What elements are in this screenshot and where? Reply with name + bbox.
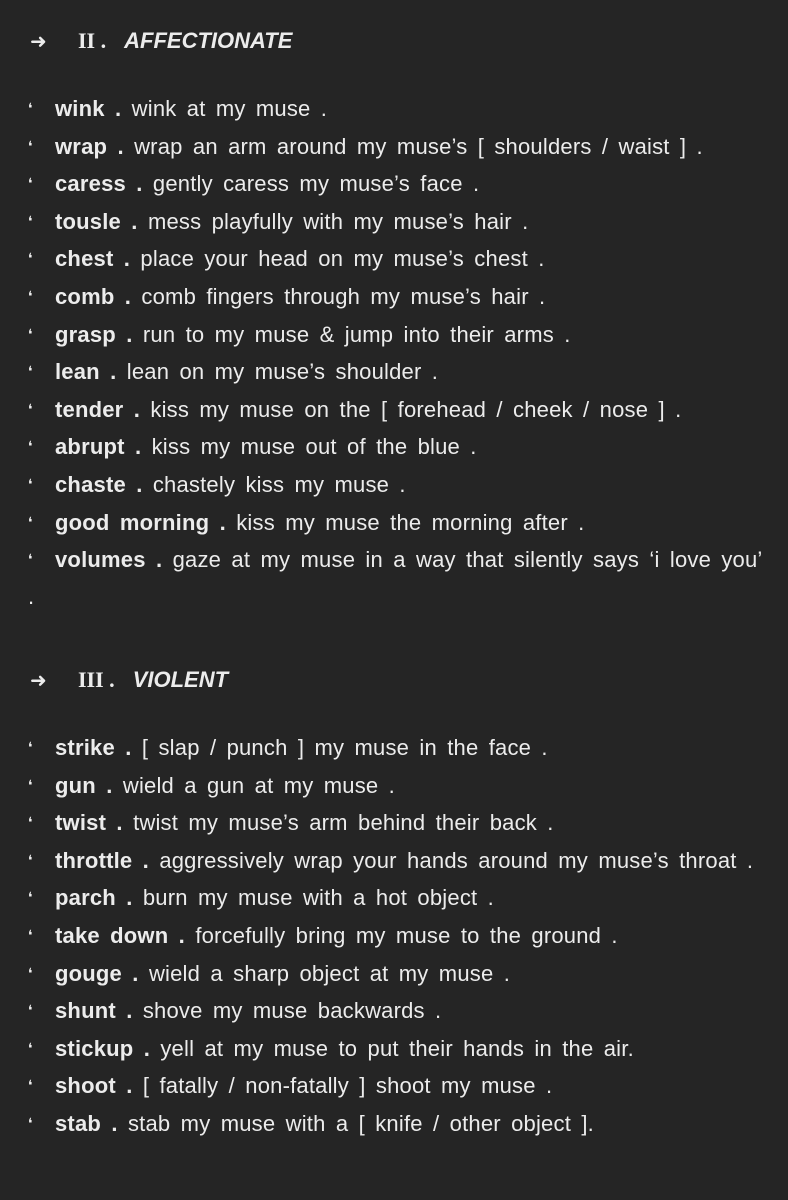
- bullet-icon: ❛: [28, 889, 33, 906]
- bullet-icon: ❛: [28, 175, 33, 192]
- item-keyword: grasp .: [55, 321, 133, 347]
- section-title: AFFECTIONATE: [124, 28, 293, 53]
- item-keyword: stickup .: [55, 1035, 151, 1061]
- section-heading-affectionate: [30, 23, 292, 59]
- item-description: mess playfully with my muse’s hair .: [147, 208, 529, 234]
- item-description: comb fingers through my muse’s hair .: [141, 283, 546, 309]
- item-description: twist my muse’s arm behind their back .: [133, 810, 554, 836]
- list-item: [28, 90, 768, 128]
- section-numeral: II .: [78, 28, 107, 53]
- item-description: stab my muse with a [ knife / other object ].: [127, 1110, 594, 1136]
- item-description: forcefully bring my muse to the ground .: [195, 922, 618, 948]
- list-item: [28, 804, 768, 842]
- arrow-right-icon: ➜: [30, 668, 47, 692]
- item-keyword: strike .: [55, 735, 132, 760]
- list-item: [28, 879, 768, 917]
- section-title: VIOLENT: [132, 667, 229, 692]
- list-item: [28, 992, 768, 1030]
- violent-list: [28, 729, 768, 1143]
- list-item: [28, 955, 768, 993]
- list-item: [28, 504, 768, 542]
- list-item: [28, 767, 768, 805]
- item-description: wield a sharp object at my muse .: [148, 960, 511, 986]
- item-description: yell at my muse to put their hands in the air.: [160, 1035, 634, 1061]
- item-description: shove my muse backwards .: [142, 998, 442, 1024]
- item-keyword: shoot .: [55, 1073, 133, 1099]
- item-keyword: tender .: [55, 396, 141, 422]
- bullet-icon: ❛: [28, 964, 33, 981]
- item-keyword: good morning .: [55, 509, 226, 535]
- section-heading-violent: [30, 662, 228, 698]
- list-item: [28, 128, 768, 166]
- bullet-icon: ❛: [28, 475, 33, 492]
- bullet-icon: ❛: [28, 551, 33, 568]
- list-item: [28, 1067, 768, 1105]
- list-item: [28, 842, 768, 880]
- item-keyword: take down .: [55, 922, 185, 948]
- item-keyword: volumes .: [55, 547, 163, 573]
- list-item: [28, 391, 768, 429]
- item-keyword: comb .: [55, 283, 132, 309]
- list-item: [28, 541, 768, 615]
- list-item: [28, 316, 768, 354]
- item-description: kiss my muse on the [ forehead / cheek / nose ] .: [150, 396, 682, 422]
- list-item: [28, 1030, 768, 1068]
- bullet-icon: ❛: [28, 325, 33, 342]
- list-item: [28, 428, 768, 466]
- item-description: [ slap / punch ] my muse in the face .: [141, 735, 548, 760]
- list-item: [28, 203, 768, 241]
- item-description: gently caress my muse’s face .: [152, 171, 480, 197]
- item-description: place your head on my muse’s chest .: [140, 246, 545, 272]
- bullet-icon: ❛: [28, 1077, 33, 1094]
- item-keyword: caress .: [55, 171, 143, 197]
- bullet-icon: ❛: [28, 1039, 33, 1056]
- item-keyword: gun .: [55, 772, 113, 798]
- list-item: [28, 1105, 768, 1143]
- bullet-icon: ❛: [28, 513, 33, 530]
- item-description: wink at my muse .: [131, 96, 328, 121]
- item-keyword: wink .: [55, 96, 122, 121]
- list-item: [28, 165, 768, 203]
- bullet-icon: ❛: [28, 250, 33, 267]
- bullet-icon: ❛: [28, 438, 33, 455]
- list-item: [28, 278, 768, 316]
- arrow-right-icon: ➜: [30, 29, 47, 53]
- item-description: [ fatally / non-fatally ] shoot my muse .: [142, 1073, 553, 1099]
- item-description: wield a gun at my muse .: [122, 772, 395, 798]
- bullet-icon: ❛: [28, 100, 33, 116]
- item-description: gaze at my muse in a way that silently says ‘i love you’ .: [28, 547, 762, 609]
- item-keyword: shunt .: [55, 998, 133, 1024]
- bullet-icon: ❛: [28, 1002, 33, 1019]
- item-keyword: throttle .: [55, 847, 149, 873]
- item-keyword: chaste .: [55, 471, 143, 497]
- item-description: aggressively wrap your hands around my muse’s throat .: [159, 847, 754, 873]
- item-description: kiss my muse out of the blue .: [151, 434, 477, 460]
- item-description: run to my muse & jump into their arms .: [142, 321, 571, 347]
- item-keyword: twist .: [55, 810, 123, 836]
- list-item: [28, 917, 768, 955]
- list-item: [28, 353, 768, 391]
- item-keyword: wrap .: [55, 133, 124, 159]
- list-item: [28, 240, 768, 278]
- bullet-icon: ❛: [28, 1114, 33, 1131]
- bullet-icon: ❛: [28, 814, 33, 831]
- bullet-icon: ❛: [28, 776, 33, 793]
- bullet-icon: ❛: [28, 926, 33, 943]
- item-keyword: gouge .: [55, 960, 139, 986]
- item-keyword: stab .: [55, 1110, 118, 1136]
- item-description: burn my muse with a hot object .: [142, 885, 494, 911]
- bullet-icon: ❛: [28, 851, 33, 868]
- bullet-icon: ❛: [28, 400, 33, 417]
- bullet-icon: ❛: [28, 363, 33, 380]
- item-keyword: chest .: [55, 246, 131, 272]
- item-keyword: abrupt .: [55, 434, 142, 460]
- bullet-icon: ❛: [28, 287, 33, 304]
- item-description: chastely kiss my muse .: [152, 471, 406, 497]
- bullet-icon: ❛: [28, 739, 33, 755]
- bullet-icon: ❛: [28, 212, 33, 229]
- item-description: kiss my muse the morning after .: [236, 509, 585, 535]
- item-description: lean on my muse’s shoulder .: [126, 359, 439, 385]
- item-keyword: parch .: [55, 885, 133, 911]
- list-item: [28, 466, 768, 504]
- list-item: [28, 729, 768, 767]
- item-keyword: lean .: [55, 359, 117, 385]
- section-numeral: III .: [78, 667, 115, 692]
- bullet-icon: ❛: [28, 137, 33, 154]
- item-description: wrap an arm around my muse’s [ shoulders / waist ] .: [134, 133, 703, 159]
- affectionate-list: [28, 90, 768, 615]
- item-keyword: tousle .: [55, 208, 138, 234]
